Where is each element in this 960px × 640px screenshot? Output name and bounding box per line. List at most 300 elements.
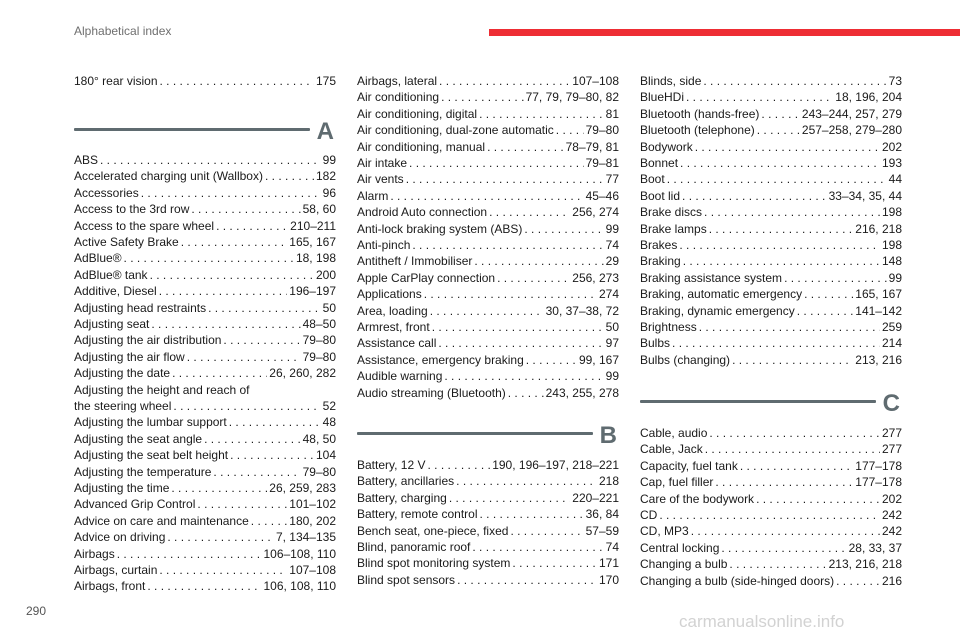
index-entry-term: ABS bbox=[74, 153, 99, 167]
index-entry-term: Cable, Jack bbox=[640, 442, 703, 457]
index-entry-pages: 180, 202 bbox=[289, 513, 336, 528]
index-entry-term: CD, MP3 bbox=[640, 524, 689, 539]
index-entry-term: Adjusting the seat angle bbox=[74, 431, 203, 446]
index-entry bbox=[74, 251, 336, 265]
dot-leader bbox=[672, 336, 880, 350]
index-entry bbox=[357, 507, 619, 521]
index-entry-term: Antitheft / Immobiliser bbox=[357, 254, 473, 269]
dot-leader bbox=[456, 474, 597, 488]
index-entry-term: Armrest, front bbox=[357, 320, 430, 334]
index-entry-pages: 99 bbox=[605, 369, 619, 384]
index-entry-pages: 101–102 bbox=[289, 497, 336, 512]
index-entry-term: Adjusting head restraints bbox=[74, 300, 207, 315]
index-entry-term: Boot lid bbox=[640, 188, 681, 203]
dot-leader bbox=[427, 458, 490, 472]
dot-leader bbox=[704, 205, 880, 219]
index-entry bbox=[357, 458, 619, 472]
index-entry-term-line: Adjusting the height and reach of bbox=[74, 382, 250, 397]
index-entry bbox=[640, 189, 902, 203]
index-entry-term: Air intake bbox=[357, 156, 408, 170]
index-entry bbox=[74, 202, 336, 216]
index-entry-term: Air conditioning, dual-zone automatic bbox=[357, 123, 554, 138]
index-entry-term: Advice on care and maintenance bbox=[74, 513, 249, 528]
index-entry-pages: 175 bbox=[315, 74, 336, 88]
index-entry-term: the steering wheel bbox=[74, 399, 172, 413]
index-entry-term: Advanced Grip Control bbox=[74, 497, 196, 512]
index-entry-term: Boot bbox=[640, 172, 665, 187]
index-entry bbox=[74, 563, 336, 577]
index-entry-term: AdBlue® tank bbox=[74, 267, 148, 282]
index-entry-pages: 48, 50 bbox=[302, 431, 336, 446]
index-entry-term: Blind spot monitoring system bbox=[357, 556, 511, 571]
index-entry-pages: 107–108 bbox=[289, 563, 336, 577]
dot-leader bbox=[721, 541, 846, 555]
index-entry-pages: 48 bbox=[322, 415, 336, 430]
index-entry bbox=[357, 74, 619, 88]
index-entry bbox=[74, 465, 336, 479]
index-entry-term: Battery, ancillaries bbox=[357, 474, 455, 489]
dot-leader bbox=[804, 287, 853, 301]
dot-leader bbox=[409, 156, 584, 170]
index-entry-term: Assistance call bbox=[357, 336, 437, 351]
index-entry-term: Central locking bbox=[640, 540, 720, 555]
index-entry-pages: 220–221 bbox=[572, 490, 619, 505]
index-entry-term: Audio streaming (Bluetooth) bbox=[357, 385, 506, 400]
index-entry-pages: 73 bbox=[888, 74, 902, 88]
index-entry-pages: 26, 260, 282 bbox=[269, 366, 336, 381]
dot-leader bbox=[480, 507, 584, 521]
index-entry bbox=[640, 140, 902, 154]
index-entry-term: 180° rear vision bbox=[74, 74, 158, 88]
index-entry bbox=[74, 399, 336, 413]
index-entry-term: Braking bbox=[640, 254, 681, 269]
index-entry bbox=[74, 284, 336, 298]
index-entry-pages: 79–80 bbox=[302, 349, 336, 364]
index-entry-pages: 190, 196–197, 218–221 bbox=[492, 458, 619, 472]
watermark: carmanualsonline.info bbox=[679, 612, 845, 631]
index-entry bbox=[74, 186, 336, 200]
index-entry-term: Care of the bodywork bbox=[640, 491, 755, 506]
index-entry-term: Airbags, lateral bbox=[357, 74, 438, 88]
index-entry-term: Access to the spare wheel bbox=[74, 218, 215, 233]
dot-leader bbox=[441, 90, 524, 104]
index-entry bbox=[357, 123, 619, 137]
dot-leader bbox=[695, 140, 880, 154]
dot-leader bbox=[444, 369, 603, 383]
index-entry bbox=[357, 474, 619, 488]
index-entry bbox=[74, 366, 336, 380]
dot-leader bbox=[449, 491, 570, 505]
index-entry-term: Bluetooth (hands-free) bbox=[640, 106, 760, 121]
index-entry-term: Bluetooth (telephone) bbox=[640, 123, 755, 138]
page-header-title: Alphabetical index bbox=[74, 24, 172, 38]
index-entry-term: Battery, remote control bbox=[357, 507, 478, 522]
dot-leader bbox=[784, 271, 887, 285]
index-entry-pages: 96 bbox=[322, 185, 336, 200]
index-entry-pages: 216 bbox=[881, 573, 902, 588]
index-entry bbox=[357, 205, 619, 219]
index-entry-pages: 36, 84 bbox=[585, 507, 619, 522]
index-entry-pages: 196–197 bbox=[289, 284, 336, 299]
index-entry bbox=[640, 557, 902, 571]
index-entry bbox=[357, 107, 619, 121]
dot-leader bbox=[167, 530, 274, 544]
index-entry bbox=[74, 432, 336, 446]
index-entry-pages: 210–211 bbox=[290, 218, 336, 233]
index-entry bbox=[640, 336, 902, 350]
dot-leader bbox=[172, 366, 267, 380]
index-entry-pages: 177–178 bbox=[855, 475, 902, 490]
index-entry bbox=[640, 74, 902, 88]
index-entry bbox=[74, 301, 336, 315]
section-rule bbox=[74, 128, 310, 131]
index-entry bbox=[74, 547, 336, 561]
dot-leader bbox=[667, 172, 887, 186]
dot-leader bbox=[709, 426, 880, 440]
dot-leader bbox=[124, 251, 294, 265]
index-entry-term: BlueHDi bbox=[640, 90, 685, 105]
index-entry-pages: 104 bbox=[315, 448, 336, 463]
dot-leader bbox=[479, 107, 604, 121]
index-entry bbox=[74, 415, 336, 429]
index-entry-term: Accessories bbox=[74, 185, 139, 200]
index-entry bbox=[357, 172, 619, 186]
dot-leader bbox=[524, 222, 603, 236]
dot-leader bbox=[216, 219, 288, 233]
index-entry-term: Brake discs bbox=[640, 205, 703, 220]
section-letter: A bbox=[316, 118, 334, 145]
index-entry-pages: 52 bbox=[322, 399, 336, 413]
index-entry bbox=[640, 205, 902, 219]
index-entry-pages: 97 bbox=[605, 336, 619, 351]
dot-leader bbox=[197, 497, 287, 511]
index-entry-pages: 79–80 bbox=[302, 464, 336, 479]
index-entry bbox=[640, 156, 902, 170]
index-entry-term: Anti-pinch bbox=[357, 238, 411, 252]
header-accent-bar bbox=[489, 29, 960, 36]
index-entry-pages: 45–46 bbox=[585, 188, 619, 203]
index-entry bbox=[357, 140, 619, 154]
dot-leader bbox=[171, 481, 267, 495]
dot-leader bbox=[457, 573, 597, 587]
dot-leader bbox=[691, 524, 880, 538]
dot-leader bbox=[141, 186, 321, 200]
dot-leader bbox=[487, 140, 564, 154]
index-entry bbox=[74, 235, 336, 249]
dot-leader bbox=[679, 238, 880, 252]
index-entry-pages: 44 bbox=[888, 172, 902, 187]
index-entry-pages: 18, 198 bbox=[295, 251, 336, 266]
index-entry-pages: 58, 60 bbox=[302, 202, 336, 217]
index-entry bbox=[640, 107, 902, 121]
index-entry-pages: 7, 134–135 bbox=[275, 530, 336, 545]
index-entry-term: Battery, charging bbox=[357, 490, 447, 505]
index-entry-pages: 198 bbox=[881, 238, 902, 252]
index-entry-term: Bonnet bbox=[640, 156, 679, 170]
index-entry bbox=[357, 491, 619, 505]
index-entry-term: Adjusting the time bbox=[74, 481, 170, 495]
index-entry-pages: 171 bbox=[598, 556, 619, 571]
dot-leader bbox=[740, 459, 853, 473]
index-entry-term: Android Auto connection bbox=[357, 205, 488, 220]
dot-leader bbox=[181, 235, 288, 249]
index-entry bbox=[357, 222, 619, 236]
dot-leader bbox=[173, 399, 320, 413]
dot-leader bbox=[265, 169, 314, 183]
index-entry bbox=[640, 442, 902, 456]
index-entry-pages: 243–244, 257, 279 bbox=[801, 106, 902, 121]
dot-leader bbox=[686, 90, 833, 104]
index-entry-pages: 48–50 bbox=[302, 317, 336, 331]
dot-leader bbox=[150, 268, 314, 282]
index-entry-term: Cap, fuel filler bbox=[640, 475, 714, 490]
index-entry-pages: 81 bbox=[605, 106, 619, 121]
index-entry-pages: 99, 167 bbox=[578, 352, 619, 367]
dot-leader bbox=[757, 123, 800, 137]
dot-leader bbox=[390, 189, 583, 203]
index-entry-pages: 26, 259, 283 bbox=[269, 481, 336, 495]
index-entry-pages: 216, 218 bbox=[855, 221, 902, 236]
index-entry bbox=[640, 541, 902, 555]
index-entry-term: Active Safety Brake bbox=[74, 235, 179, 249]
index-entry-term: Adjusting the air flow bbox=[74, 349, 185, 364]
index-entry bbox=[357, 320, 619, 334]
section-letter: B bbox=[599, 422, 617, 449]
dot-leader bbox=[147, 579, 261, 593]
index-entry-pages: 79–81 bbox=[585, 156, 619, 170]
dot-leader bbox=[756, 492, 880, 506]
index-entry bbox=[357, 156, 619, 170]
dot-leader bbox=[510, 524, 583, 538]
index-entry-pages: 99 bbox=[605, 221, 619, 236]
index-entry bbox=[74, 333, 336, 347]
page-number: 290 bbox=[26, 604, 47, 618]
dot-leader bbox=[223, 333, 300, 347]
index-entry bbox=[640, 426, 902, 440]
dot-leader bbox=[151, 317, 300, 331]
index-entry-term: Adjusting the temperature bbox=[74, 464, 212, 479]
index-entry-term: Bulbs bbox=[640, 336, 671, 351]
index-entry-term: Braking, dynamic emergency bbox=[640, 303, 795, 318]
index-entry-term: Brake lamps bbox=[640, 221, 707, 236]
index-entry-pages: 77 bbox=[605, 172, 619, 187]
dot-leader bbox=[472, 540, 603, 554]
index-entry-pages: 256, 273 bbox=[572, 270, 619, 285]
dot-leader bbox=[512, 556, 597, 570]
index-entry-pages: 57–59 bbox=[585, 523, 619, 538]
dot-leader bbox=[709, 222, 854, 236]
dot-leader bbox=[424, 287, 597, 301]
index-entry bbox=[357, 386, 619, 400]
index-entry-pages: 74 bbox=[605, 238, 619, 252]
index-entry-pages: 277 bbox=[881, 426, 902, 440]
index-entry-pages: 106–108, 110 bbox=[263, 546, 336, 561]
index-entry-pages: 198 bbox=[881, 205, 902, 220]
dot-leader bbox=[474, 254, 603, 268]
dot-leader bbox=[729, 557, 826, 571]
index-entry-term: Adjusting the date bbox=[74, 366, 171, 381]
dot-leader bbox=[508, 386, 544, 400]
index-entry-term: Audible warning bbox=[357, 369, 443, 384]
index-entry-pages: 243, 255, 278 bbox=[545, 385, 619, 400]
index-entry-term: Airbags bbox=[74, 546, 115, 561]
index-entry bbox=[640, 524, 902, 538]
index-entry-pages: 99 bbox=[888, 270, 902, 285]
index-entry-pages: 242 bbox=[881, 524, 902, 539]
index-entry-term: Brightness bbox=[640, 320, 697, 334]
index-entry bbox=[74, 169, 336, 183]
index-entry-pages: 79–80 bbox=[585, 123, 619, 138]
index-entry bbox=[357, 90, 619, 104]
index-entry-term: Area, loading bbox=[357, 303, 428, 318]
index-entry bbox=[74, 497, 336, 511]
index-entry-pages: 33–34, 35, 44 bbox=[828, 188, 902, 203]
index-entry bbox=[640, 508, 902, 522]
dot-leader bbox=[761, 107, 799, 121]
dot-leader bbox=[659, 508, 880, 522]
index-entry-pages: 28, 33, 37 bbox=[848, 540, 902, 555]
index-entry-term: Air vents bbox=[357, 172, 404, 187]
index-entry-term: Adjusting the lumbar support bbox=[74, 415, 227, 430]
index-entry bbox=[357, 287, 619, 301]
index-entry bbox=[357, 540, 619, 554]
dot-leader bbox=[191, 202, 300, 216]
index-entry-pages: 257–258, 279–280 bbox=[801, 123, 902, 138]
index-entry-term: Adjusting the seat belt height bbox=[74, 448, 229, 463]
index-entry bbox=[640, 254, 902, 268]
index-entry-pages: 18, 196, 204 bbox=[835, 90, 902, 105]
index-entry-term: Changing a bulb bbox=[640, 557, 728, 572]
index-entry-term: Air conditioning, manual bbox=[357, 139, 486, 154]
index-entry-pages: 274 bbox=[598, 287, 619, 302]
index-entry bbox=[640, 492, 902, 506]
index-entry-pages: 106, 108, 110 bbox=[263, 579, 336, 594]
index-entry-term: AdBlue® bbox=[74, 251, 122, 266]
index-entry-term: Airbags, curtain bbox=[74, 563, 158, 577]
index-entry-term: Advice on driving bbox=[74, 530, 166, 545]
index-entry-pages: 277 bbox=[881, 442, 902, 457]
index-entry bbox=[640, 238, 902, 252]
dot-leader bbox=[432, 320, 604, 334]
dot-leader bbox=[680, 156, 880, 170]
index-entry-pages: 213, 216, 218 bbox=[828, 557, 902, 572]
index-entry-pages: 50 bbox=[605, 320, 619, 334]
index-entry bbox=[640, 459, 902, 473]
index-entry-pages: 79–80 bbox=[302, 333, 336, 348]
index-entry-pages: 177–178 bbox=[855, 458, 902, 473]
index-entry bbox=[357, 353, 619, 367]
index-entry-pages: 202 bbox=[881, 139, 902, 154]
dot-leader bbox=[230, 448, 314, 462]
index-entry bbox=[357, 189, 619, 203]
section-rule bbox=[640, 400, 876, 403]
dot-leader bbox=[430, 304, 544, 318]
dot-leader bbox=[251, 514, 288, 528]
index-entry bbox=[74, 219, 336, 233]
index-entry-term: Access to the 3rd row bbox=[74, 202, 190, 217]
index-entry-pages: 182 bbox=[315, 169, 336, 184]
index-entry-pages: 202 bbox=[881, 491, 902, 506]
index-entry-pages: 214 bbox=[881, 336, 902, 351]
index-entry-pages: 193 bbox=[881, 156, 902, 170]
index-entry-term: Braking, automatic emergency bbox=[640, 287, 803, 302]
index-entry-term: Bulbs (changing) bbox=[640, 352, 731, 367]
index-entry-pages: 165, 167 bbox=[289, 235, 336, 249]
dot-leader bbox=[412, 238, 603, 252]
dot-leader bbox=[438, 336, 603, 350]
dot-leader bbox=[159, 563, 287, 577]
dot-leader bbox=[703, 74, 886, 88]
index-entry bbox=[357, 254, 619, 268]
index-entry-pages: 148 bbox=[881, 254, 902, 269]
index-entry-pages: 165, 167 bbox=[855, 287, 902, 302]
index-entry bbox=[640, 353, 902, 367]
section-letter: C bbox=[882, 390, 900, 417]
index-entry-pages: 74 bbox=[605, 540, 619, 554]
index-entry bbox=[640, 320, 902, 334]
index-entry-pages: 218 bbox=[598, 474, 619, 489]
dot-leader bbox=[497, 271, 570, 285]
index-entry bbox=[357, 271, 619, 285]
dot-leader bbox=[699, 320, 880, 334]
index-entry bbox=[357, 238, 619, 252]
index-entry bbox=[74, 317, 336, 331]
index-entry bbox=[640, 222, 902, 236]
index-entry-term: Brakes bbox=[640, 238, 678, 252]
dot-leader bbox=[159, 284, 288, 298]
index-entry-pages: 99 bbox=[322, 153, 336, 167]
dot-leader bbox=[682, 189, 827, 203]
dot-leader bbox=[160, 74, 314, 88]
index-entry-term: Cable, audio bbox=[640, 426, 708, 440]
index-entry-pages: 170 bbox=[598, 572, 619, 587]
index-entry-term: Battery, 12 V bbox=[357, 458, 426, 472]
index-entry-term: Changing a bulb (side-hinged doors) bbox=[640, 573, 835, 588]
index-entry bbox=[640, 574, 902, 588]
index-entry-pages: 200 bbox=[315, 267, 336, 282]
index-entry bbox=[640, 90, 902, 104]
index-entry bbox=[357, 304, 619, 318]
index-entry bbox=[357, 556, 619, 570]
index-entry bbox=[357, 369, 619, 383]
dot-leader bbox=[208, 301, 321, 315]
section-rule bbox=[357, 432, 593, 435]
index-entry-pages: 242 bbox=[881, 508, 902, 522]
index-entry-pages: 29 bbox=[605, 254, 619, 269]
dot-leader bbox=[715, 475, 853, 489]
dot-leader bbox=[229, 415, 321, 429]
dot-leader bbox=[526, 353, 577, 367]
dot-leader bbox=[213, 465, 300, 479]
dot-leader bbox=[187, 350, 301, 364]
index-entry bbox=[74, 514, 336, 528]
index-entry-pages: 213, 216 bbox=[855, 352, 902, 367]
dot-leader bbox=[705, 442, 880, 456]
index-entry-pages: 50 bbox=[322, 300, 336, 315]
dot-leader bbox=[489, 205, 570, 219]
index-entry-pages: 30, 37–38, 72 bbox=[545, 303, 619, 318]
index-entry-term: Capacity, fuel tank bbox=[640, 458, 738, 473]
index-entry bbox=[74, 268, 336, 282]
index-entry-term: Blinds, side bbox=[640, 74, 702, 88]
index-entry bbox=[640, 304, 902, 318]
index-entry bbox=[74, 448, 336, 462]
dot-leader bbox=[556, 123, 584, 137]
index-entry bbox=[640, 271, 902, 285]
dot-leader bbox=[683, 254, 880, 268]
index-entry bbox=[640, 475, 902, 489]
dot-leader bbox=[117, 547, 262, 561]
